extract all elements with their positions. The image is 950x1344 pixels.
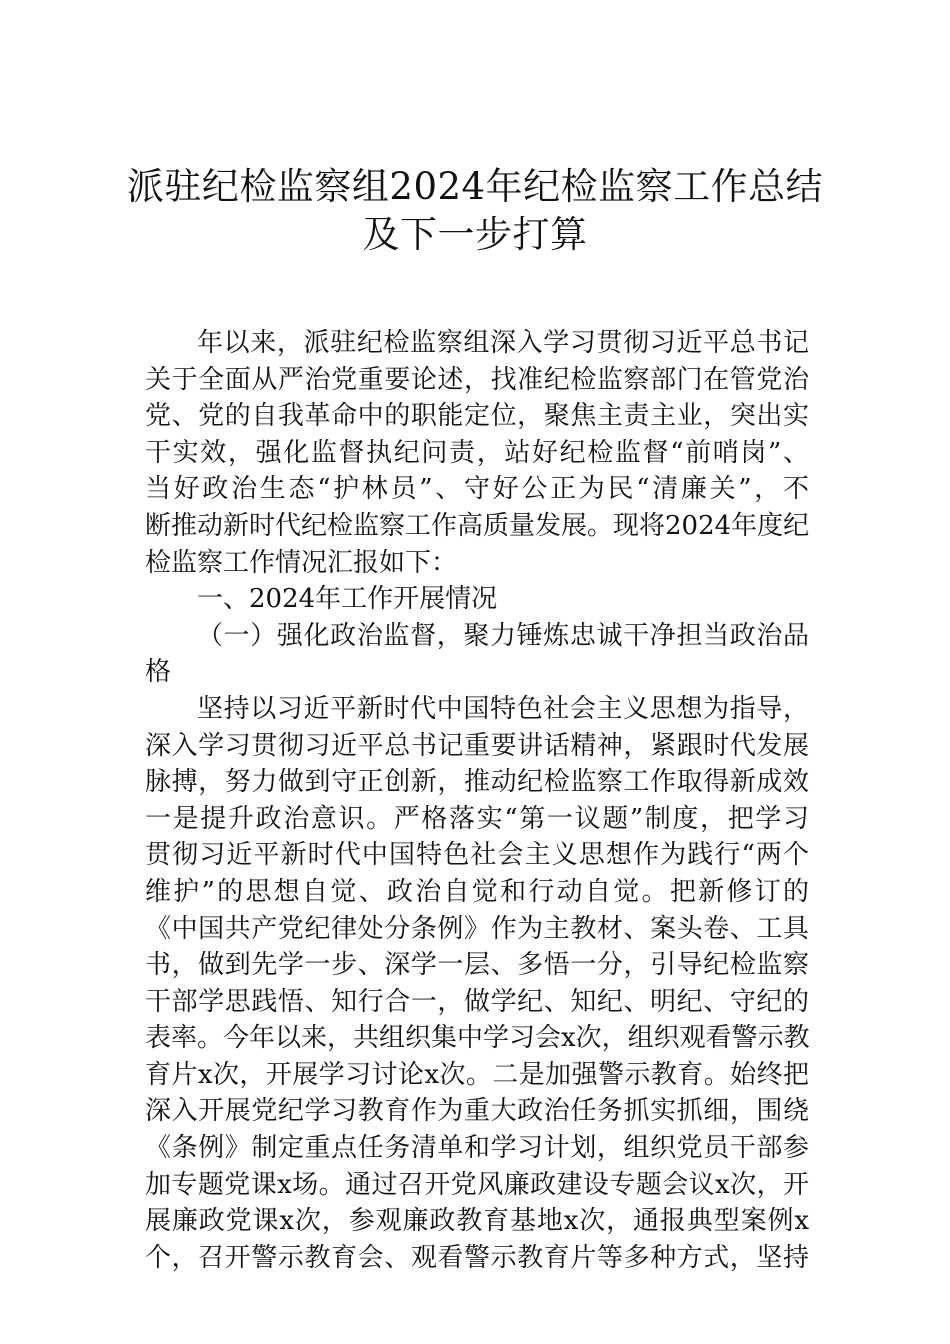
document-title-line-1: 派驻纪检监察组2024年纪检监察工作总结 xyxy=(126,165,824,208)
body-line: 维护”的思想自觉、政治自觉和行动自觉。把新修订的 xyxy=(145,876,809,907)
body-line: 检监察工作情况汇报如下： xyxy=(145,547,458,578)
body-line: 深入开展党纪学习教育作为重大政治任务抓实抓细，围绕 xyxy=(145,1096,809,1127)
body-line: 脉搏，努力做到守正创新，推动纪检监察工作取得新成效 xyxy=(145,767,809,798)
body-line: 关于全面从严治党重要论述，找准纪检监察部门在管党治 xyxy=(145,364,809,395)
body-line: 育片x次，开展学习讨论x次。二是加强警示教育。始终把 xyxy=(145,1059,809,1090)
document-title-line-2: 及下一步打算 xyxy=(362,213,588,256)
body-line: 断推动新时代纪检监察工作高质量发展。现将2024年度纪 xyxy=(145,510,810,541)
body-line: 格 xyxy=(145,657,172,688)
body-line: 加专题党课x场。通过召开党风廉政建设专题会议x次，开 xyxy=(145,1169,809,1200)
body-line: 干部学思践悟、知行合一，做学纪、知纪、明纪、守纪的 xyxy=(145,986,809,1017)
body-line: 党、党的自我革命中的职能定位，聚焦主责主业，突出实 xyxy=(145,401,809,432)
body-line: 一是提升政治意识。严格落实“第一议题”制度，把学习 xyxy=(145,803,809,834)
document-body xyxy=(145,325,809,1276)
body-line: 年以来，派驻纪检监察组深入学习贯彻习近平总书记 xyxy=(197,328,809,358)
body-line: 个，召开警示教育会、观看警示教育片等多种方式，坚持 xyxy=(145,1242,809,1273)
body-line: 贯彻习近平新时代中国特色社会主义思想作为践行“两个 xyxy=(145,840,809,871)
body-line: 《条例》制定重点任务清单和学习计划，组织党员干部参 xyxy=(145,1133,809,1164)
body-line: 表率。今年以来，共组织集中学习会x次，组织观看警示教 xyxy=(145,1023,810,1054)
body-line: 书，做到先学一步、深学一层、多悟一分，引导纪检监察 xyxy=(145,950,809,981)
body-line: 一、2024年工作开展情况 xyxy=(197,584,498,615)
body-line: 坚持以习近平新时代中国特色社会主义思想为指导， xyxy=(197,693,809,724)
body-line: 深入学习贯彻习近平总书记重要讲话精神，紧跟时代发展 xyxy=(145,730,809,761)
body-line: 《中国共产党纪律处分条例》作为主教材、案头卷、工具 xyxy=(145,913,809,944)
body-line: （一）强化政治监督，聚力锤炼忠诚干净担当政治品 xyxy=(197,620,809,651)
body-line: 当好政治生态“护林员”、守好公正为民“清廉关”，不 xyxy=(145,474,809,505)
body-line: 干实效，强化监督执纪问责，站好纪检监督“前哨岗”、 xyxy=(145,437,809,468)
body-line: 展廉政党课x次，参观廉政教育基地x次，通报典型案例x xyxy=(145,1206,809,1237)
